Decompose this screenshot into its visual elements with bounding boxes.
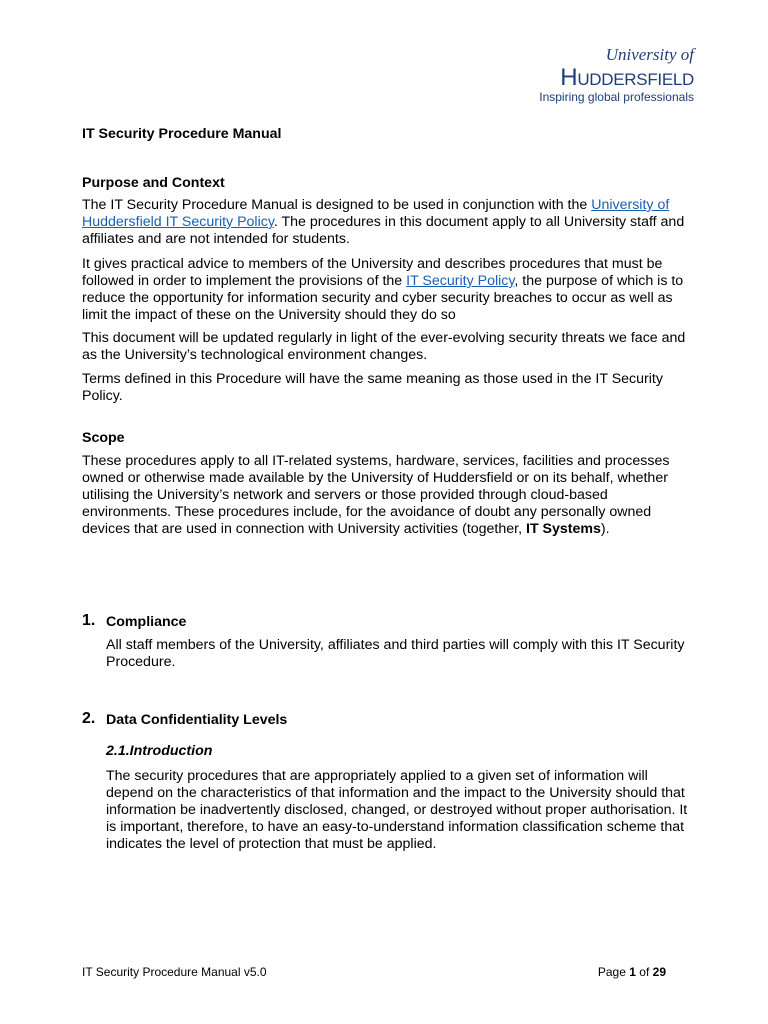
footer-page-total: 29 [652,965,666,979]
section-2-1-number: 2.1. [106,743,130,759]
scope-heading: Scope [82,430,125,446]
purpose-paragraph-4: Terms defined in this Procedure will have the same meaning as those used in the IT Security Policy. [82,371,663,404]
it-security-policy-link-2[interactable]: IT Security Policy [406,273,515,289]
logo-line2: Huddersfield [560,64,694,91]
purpose-paragraph-1 [82,197,694,248]
purpose-p1-text-b: . The procedures in this document apply to all University staff and affiliates and are not intended for students. [82,214,685,247]
footer-page-current: 1 [629,965,636,979]
section-1-text: All staff members of the University, affiliates and third parties will comply with this IT Security Procedure. [106,637,685,670]
section-1-heading: Compliance [106,614,187,630]
document-title: IT Security Procedure Manual [82,126,282,142]
footer-page-of: of [639,965,650,979]
section-2-1-heading [106,743,212,760]
scope-bold-term: IT Systems [526,521,601,537]
section-1-number: 1. [82,612,96,629]
scope-text: These procedures apply to all IT-related systems, hardware, services, facilities and processes owned or otherwise made available by the University of Huddersfield or on its behalf, whether utilising the University’s network and servers or those provided through cloud-based environments. These procedures include, for the avoidance of doubt any personally owned devices that are used in connection with University activities (together, [82,453,670,537]
it-security-policy-link[interactable]: University of Huddersfield IT Security Policy [82,197,670,230]
purpose-p2-text-b: , the purpose of which is to reduce the opportunity for information security and cyber security breaches to occur as well as limit the impact of these on the University should they do so [82,273,684,323]
footer-page-number [598,965,666,980]
purpose-paragraph-3: This document will be updated regularly in light of the ever-evolving security threats we face and as the University’s technological environment changes. [82,330,686,363]
logo-tagline: Inspiring global professionals [539,90,694,104]
scope-paragraph [82,453,694,538]
purpose-p2-text-a: It gives practical advice to members of the University and describes procedures that must be followed in order to implement the provisions of the [82,256,663,289]
purpose-heading: Purpose and Context [82,175,225,191]
purpose-p1-text-a: The IT Security Procedure Manual is designed to be used in conjunction with the [82,197,588,213]
purpose-paragraph-2 [82,256,694,324]
section-2-number: 2. [82,710,96,727]
section-2-heading: Data Confidentiality Levels [106,712,288,728]
scope-end: ). [600,521,610,537]
footer-document-name: IT Security Procedure Manual v5.0 [82,965,267,979]
footer-page-label: Page [597,965,626,979]
section-2-1-title: Introduction [129,743,213,759]
logo-line1: University of [605,45,694,64]
university-logo [526,45,694,107]
section-2-1-text: The security procedures that are appropriately applied to a given set of information will depend on the characteristics of that information and the impact to the University should that information be inadvertently disclosed, changed, or destroyed without proper authorisation. It is important, therefore, to have an easy-to-understand information classification scheme that indicates the level of protection that must be applied. [106,768,688,852]
